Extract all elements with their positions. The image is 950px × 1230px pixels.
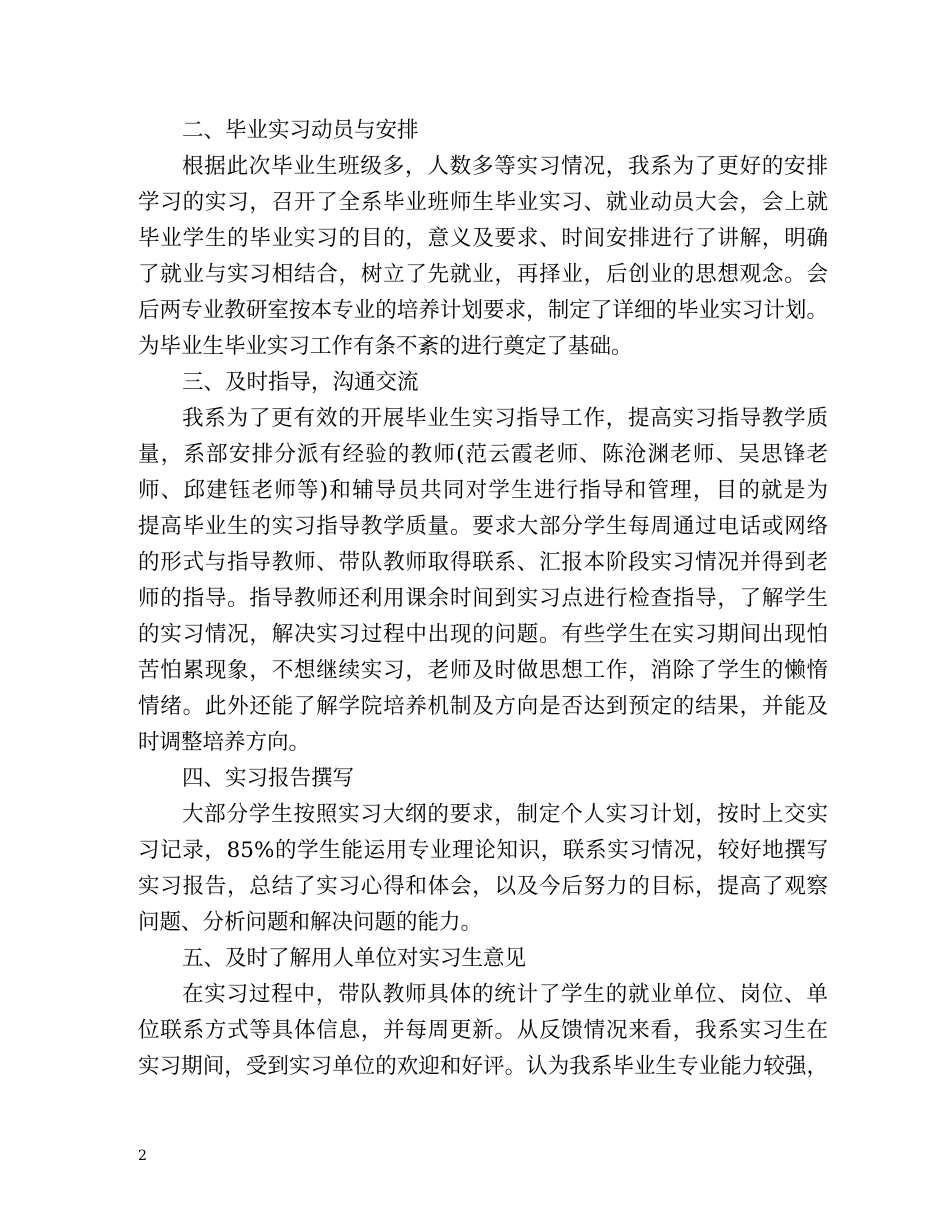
paragraph-line: 在实习过程中，带队教师具体的统计了学生的就业单位、岗位、单 — [182, 982, 828, 1007]
paragraph-line: 大部分学生按照实习大纲的要求，制定个人实习计划，按时上交实 — [182, 802, 828, 827]
paragraph-line: 实习报告，总结了实习心得和体会，以及今后努力的目标，提高了观察 — [138, 874, 828, 899]
paragraph-line: 师的指导。指导教师还利用课余时间到实习点进行检查指导，了解学生 — [138, 586, 828, 611]
paragraph-line: 量，系部安排分派有经验的教师(范云霞老师、陈沧渊老师、吴思锋老 — [138, 442, 828, 467]
paragraph-line: 的形式与指导教师、带队教师取得联系、汇报本阶段实习情况并得到老 — [138, 550, 828, 575]
paragraph-line: 时调整培养方向。 — [138, 730, 311, 755]
paragraph-line: 问题、分析问题和解决问题的能力。 — [138, 910, 483, 935]
section-heading: 五、及时了解用人单位对实习生意见 — [182, 946, 527, 971]
paragraph-line: 为毕业生毕业实习工作有条不紊的进行奠定了基础。 — [138, 334, 633, 359]
paragraph-line: 位联系方式等具体信息，并每周更新。从反馈情况来看，我系实习生在 — [138, 1018, 828, 1043]
section-heading: 二、毕业实习动员与安排 — [182, 118, 419, 143]
paragraph-line: 根据此次毕业生班级多，人数多等实习情况，我系为了更好的安排 — [182, 154, 828, 179]
paragraph-line: 我系为了更有效的开展毕业生实习指导工作，提高实习指导教学质 — [182, 406, 828, 431]
paragraph-line: 毕业学生的毕业实习的目的，意义及要求、时间安排进行了讲解，明确 — [138, 226, 828, 251]
paragraph-line: 习记录，85%的学生能运用专业理论知识，联系实习情况，较好地撰写 — [138, 838, 828, 863]
section-heading: 三、及时指导，沟通交流 — [182, 370, 419, 395]
paragraph-line: 提高毕业生的实习指导教学质量。要求大部分学生每周通过电话或网络 — [138, 514, 828, 539]
document-body — [138, 113, 828, 1085]
page-number: 2 — [138, 1148, 147, 1164]
paragraph-line: 后两专业教研室按本专业的培养计划要求，制定了详细的毕业实习计划。 — [138, 298, 828, 323]
paragraph-line: 学习的实习，召开了全系毕业班师生毕业实习、就业动员大会，会上就 — [138, 190, 828, 215]
paragraph-line: 苦怕累现象，不想继续实习，老师及时做思想工作，消除了学生的懒惰 — [138, 658, 828, 683]
paragraph-line: 了就业与实习相结合，树立了先就业，再择业，后创业的思想观念。会 — [138, 262, 828, 287]
paragraph-line: 师、邱建钰老师等)和辅导员共同对学生进行指导和管理，目的就是为 — [138, 478, 828, 503]
paragraph-line: 情绪。此外还能了解学院培养机制及方向是否达到预定的结果，并能及 — [138, 694, 828, 719]
section-heading: 四、实习报告撰写 — [182, 766, 355, 791]
paragraph-line: 的实习情况，解决实习过程中出现的问题。有些学生在实习期间出现怕 — [138, 622, 828, 647]
paragraph-line: 实习期间，受到实习单位的欢迎和好评。认为我系毕业生专业能力较强， — [138, 1054, 828, 1079]
